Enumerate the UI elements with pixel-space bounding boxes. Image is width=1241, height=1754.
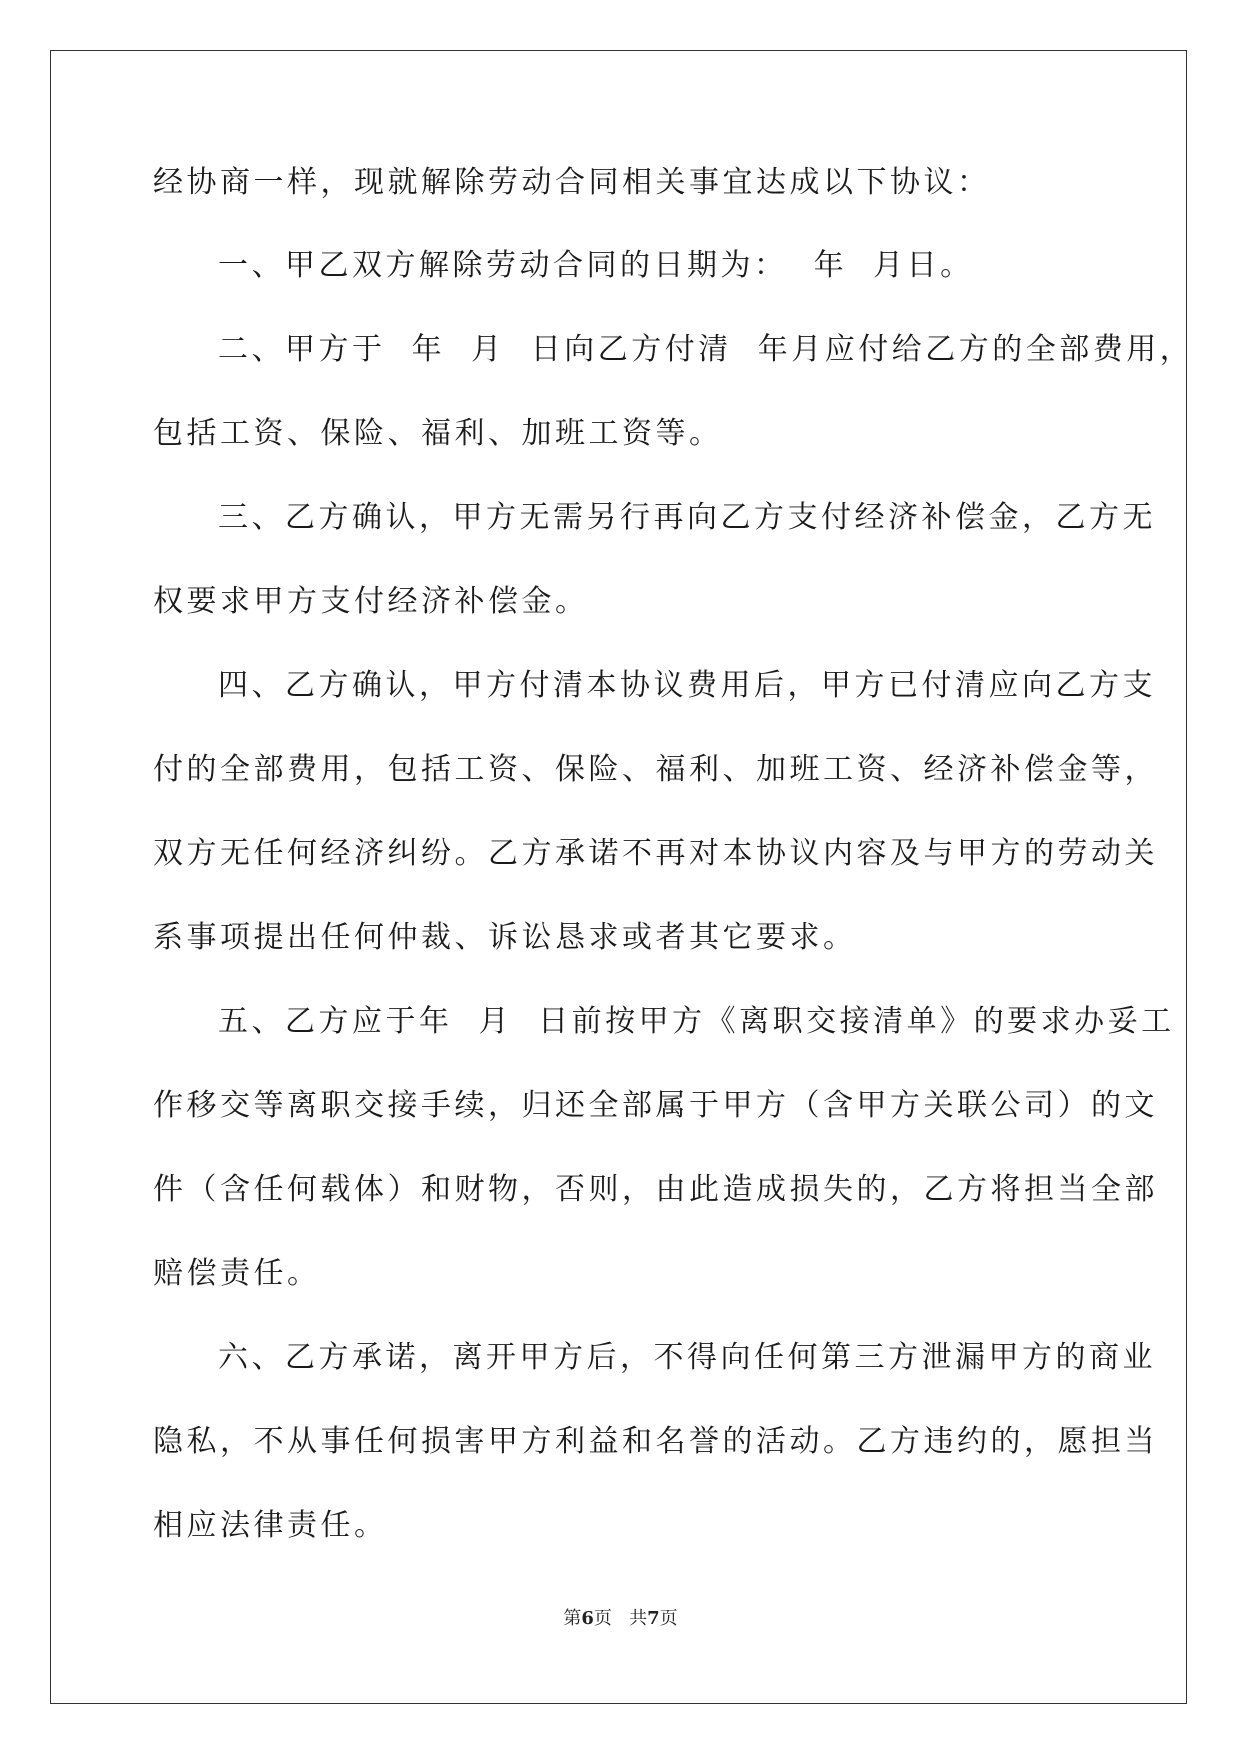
clause-3-line: 三、乙方确认，甲方无需另行再向乙方支付经济补偿金，乙方无 [218, 500, 1156, 535]
text-line: 系事项提出任何仲裁、诉讼恳求或者其它要求。 [153, 920, 857, 955]
text-line: 经协商一样，现就解除劳动合同相关事宜达成以下协议： [153, 165, 991, 200]
text-line: 件（含任何载体）和财物，否则，由此造成损失的，乙方将担当全部 [153, 1172, 1158, 1207]
total-pages: 7 [647, 1608, 660, 1629]
page-suffix: 页 [593, 1608, 612, 1629]
text-line: 相应法律责任。 [153, 1508, 388, 1543]
text-line: 权要求甲方支付经济补偿金。 [153, 584, 589, 619]
clause-1-line: 一、甲乙双方解除劳动合同的日期为： 年 月日。 [218, 248, 974, 283]
clause-4-line: 四、乙方确认，甲方付清本协议费用后，甲方已付清应向乙方支 [218, 668, 1156, 703]
total-suffix: 页 [659, 1608, 678, 1629]
clause-2-line: 二、甲方于 年 月 日向乙方付清 年月应付给乙方的全部费用， [218, 332, 1194, 367]
text-line: 双方无任何经济纠纷。乙方承诺不再对本协议内容及与甲方的劳动关 [153, 836, 1158, 871]
clause-6-line: 六、乙方承诺，离开甲方后，不得向任何第三方泄漏甲方的商业 [218, 1340, 1156, 1375]
text-line: 付的全部费用，包括工资、保险、福利、加班工资、经济补偿金等， [153, 752, 1158, 787]
page-footer [0, 1604, 1241, 1630]
text-line: 作移交等离职交接手续，归还全部属于甲方（含甲方关联公司）的文 [153, 1088, 1158, 1123]
text-line: 隐私，不从事任何损害甲方利益和名誉的活动。乙方违约的，愿担当 [153, 1424, 1158, 1459]
clause-5-line: 五、乙方应于年 月 日前按甲方《离职交接清单》的要求办妥工 [218, 1004, 1175, 1039]
text-line: 赔偿责任。 [153, 1256, 321, 1291]
total-prefix: 共 [629, 1608, 648, 1629]
text-line: 包括工资、保险、福利、加班工资等。 [153, 416, 723, 451]
page-number: 6 [581, 1608, 594, 1629]
page-prefix: 第 [563, 1608, 582, 1629]
